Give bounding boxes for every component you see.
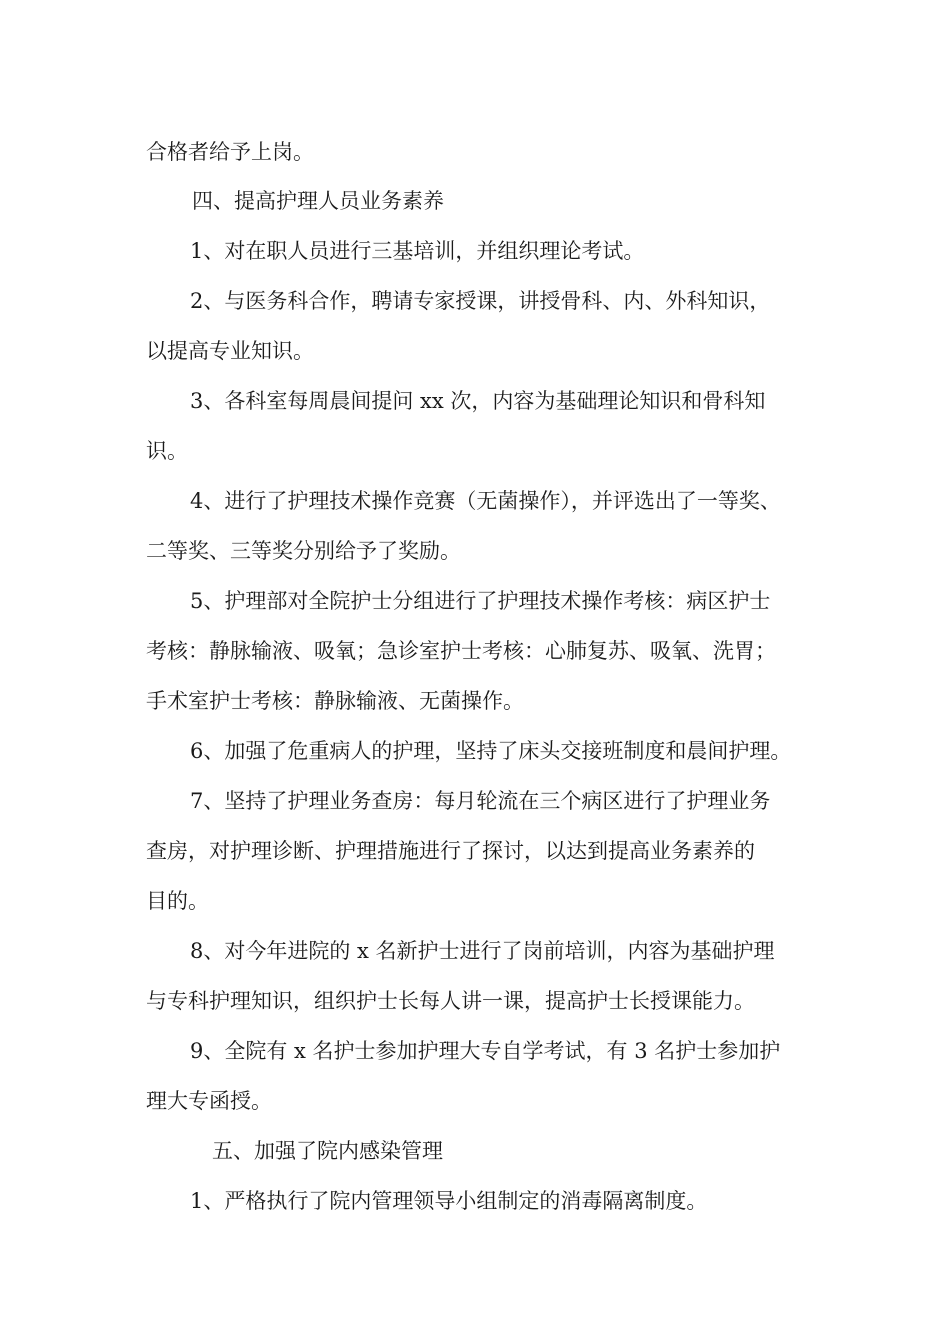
text-line: 5、护理部对全院护士分组进行了护理技术操作考核：病区护士 [190, 589, 771, 613]
text-line: 9、全院有 x 名护士参加护理大专自学考试，有 3 名护士参加护 [190, 1039, 781, 1063]
section-heading: 四、提高护理人员业务素养 [192, 189, 444, 213]
text-line: 1、严格执行了院内管理领导小组制定的消毒隔离制度。 [190, 1189, 708, 1213]
text-line: 查房，对护理诊断、护理措施进行了探讨，以达到提高业务素养的 [146, 839, 755, 863]
text-line: 合格者给予上岗。 [146, 140, 314, 164]
text-line: 2、与医务科合作，聘请专家授课，讲授骨科、内、外科知识， [190, 289, 771, 313]
text-line: 7、坚持了护理业务查房：每月轮流在三个病区进行了护理业务 [190, 789, 771, 813]
text-line: 目的。 [146, 889, 209, 913]
text-line: 与专科护理知识，组织护士长每人讲一课，提高护士长授课能力。 [146, 989, 755, 1013]
text-line: 4、进行了护理技术操作竞赛（无菌操作），并评选出了一等奖、 [190, 489, 781, 513]
text-line: 识。 [146, 439, 188, 463]
text-line: 6、加强了危重病人的护理，坚持了床头交接班制度和晨间护理。 [190, 739, 792, 763]
text-line: 手术室护士考核：静脉输液、无菌操作。 [146, 689, 524, 713]
text-line: 3、各科室每周晨间提问 xx 次，内容为基础理论知识和骨科知 [190, 389, 766, 413]
text-line: 1、对在职人员进行三基培训，并组织理论考试。 [190, 239, 645, 263]
text-line: 8、对今年进院的 x 名新护士进行了岗前培训，内容为基础护理 [190, 939, 775, 963]
text-line: 以提高专业知识。 [146, 339, 314, 363]
text-line: 考核：静脉输液、吸氧；急诊室护士考核：心肺复苏、吸氧、洗胃； [146, 639, 776, 663]
text-line: 二等奖、三等奖分别给予了奖励。 [146, 539, 461, 563]
section-heading: 五、加强了院内感染管理 [212, 1139, 443, 1163]
text-line: 理大专函授。 [146, 1089, 272, 1113]
